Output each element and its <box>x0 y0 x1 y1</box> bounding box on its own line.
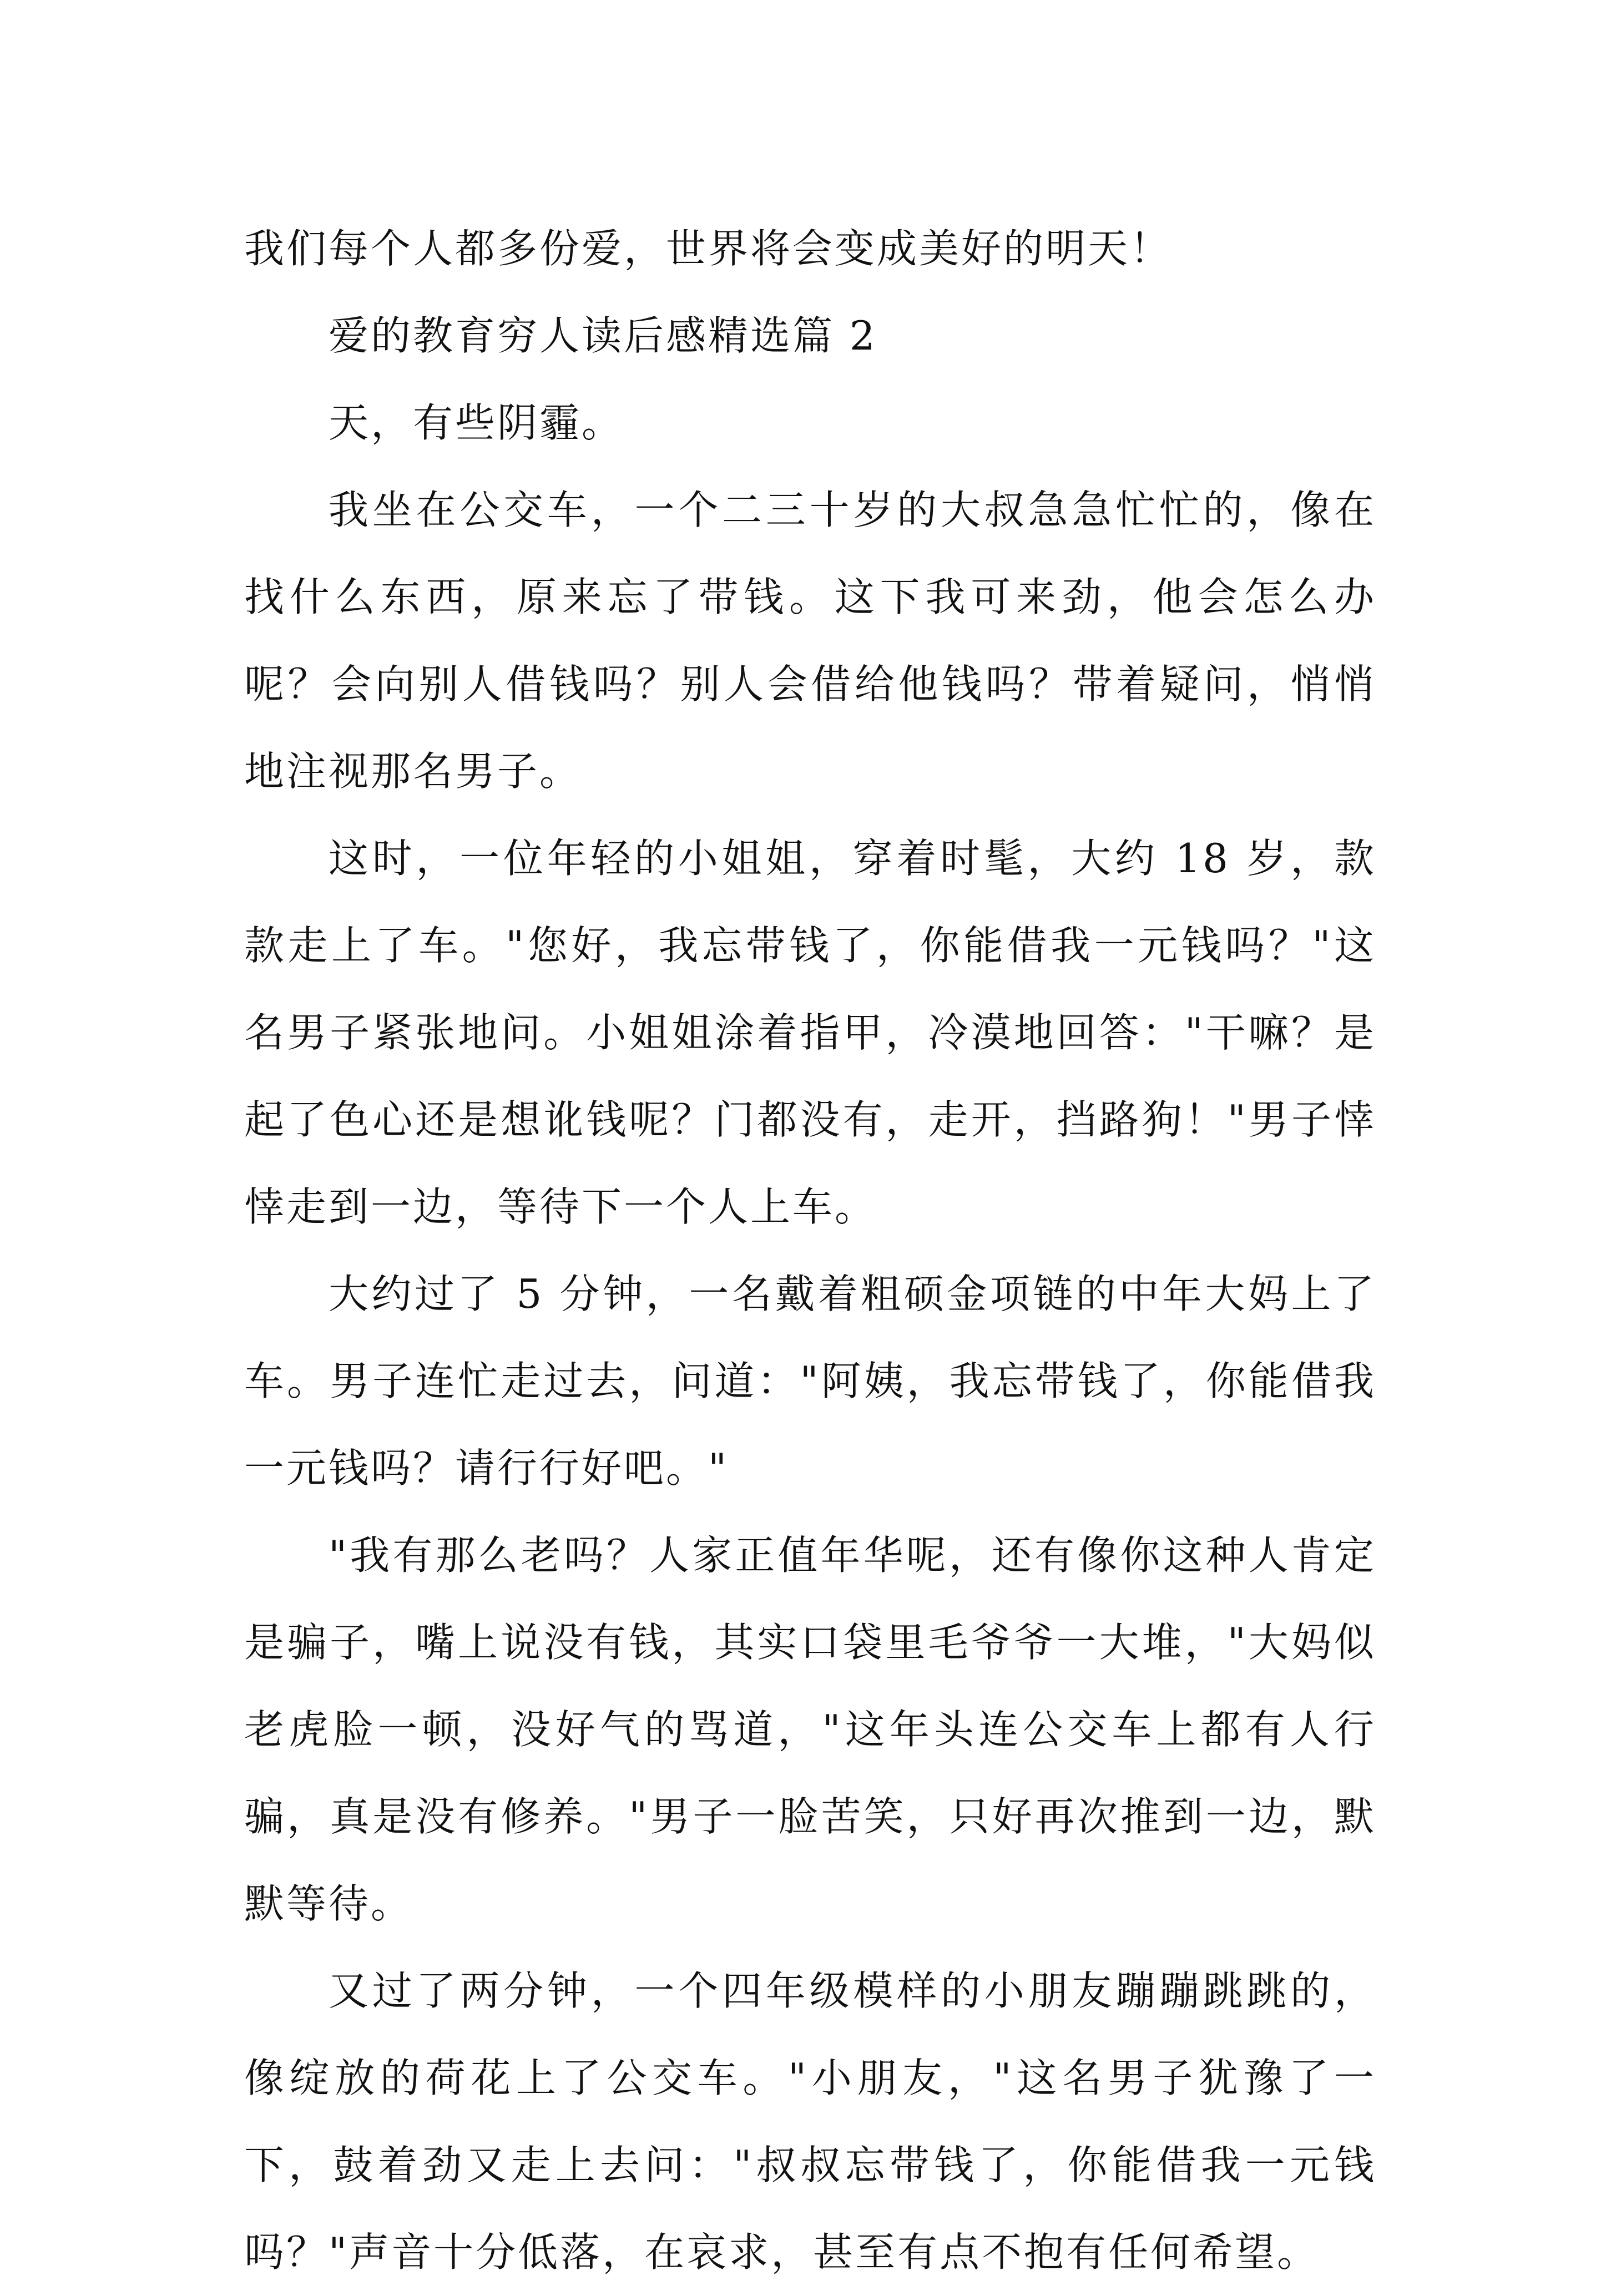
paragraph-woman-reply: "我有那么老吗？人家正值年华呢，还有像你这种人肯定是骗子，嘴上说没有钱，其实口袋里毛爷爷一大堆，"大妈似老虎脸一顿，没好气的骂道，"这年头连公交车上都有人行骗，真是没有修养。"男子一脸苦笑，只好再次推到一边，默默等待。 <box>244 1532 1376 1927</box>
paragraph-closing-line: 我们每个人都多份爱，世界将会变成美好的明天！ <box>244 225 1173 272</box>
paragraph-weather: 天，有些阴霾。 <box>329 399 624 446</box>
section-heading: 爱的教育穷人读后感精选篇 2 <box>329 312 877 359</box>
paragraph-young-lady: 这时，一位年轻的小姐姐，穿着时髦，大约 18 岁，款款走上了车。"您好，我忘带钱了，你能借我一元钱吗？"这名男子紧张地问。小姐姐涂着指甲，冷漠地回答："干嘛？是起了色心还是想讹钱呢？门都没有，走开，挡路狗！"男子悻悻走到一边，等待下一个人上车。 <box>244 835 1376 1230</box>
document-body <box>244 205 1376 2296</box>
paragraph-child: 又过了两分钟，一个四年级模样的小朋友蹦蹦跳跳的，像绽放的荷花上了公交车。"小朋友，"这名男子犹豫了一下，鼓着劲又走上去问："叔叔忘带钱了，你能借我一元钱吗？"声音十分低落，在哀求，甚至有点不抱有任何希望。 <box>244 1968 1376 2275</box>
paragraph-bus-scene: 我坐在公交车，一个二三十岁的大叔急急忙忙的，像在找什么东西，原来忘了带钱。这下我可来劲，他会怎么办呢？会向别人借钱吗？别人会借给他钱吗？带着疑问，悄悄地注视那名男子。 <box>244 487 1376 795</box>
paragraph-middle-aged-woman: 大约过了 5 分钟，一名戴着粗硕金项链的中年大妈上了车。男子连忙走过去，问道："阿姨，我忘带钱了，你能借我一元钱吗？请行行好吧。" <box>244 1271 1376 1491</box>
